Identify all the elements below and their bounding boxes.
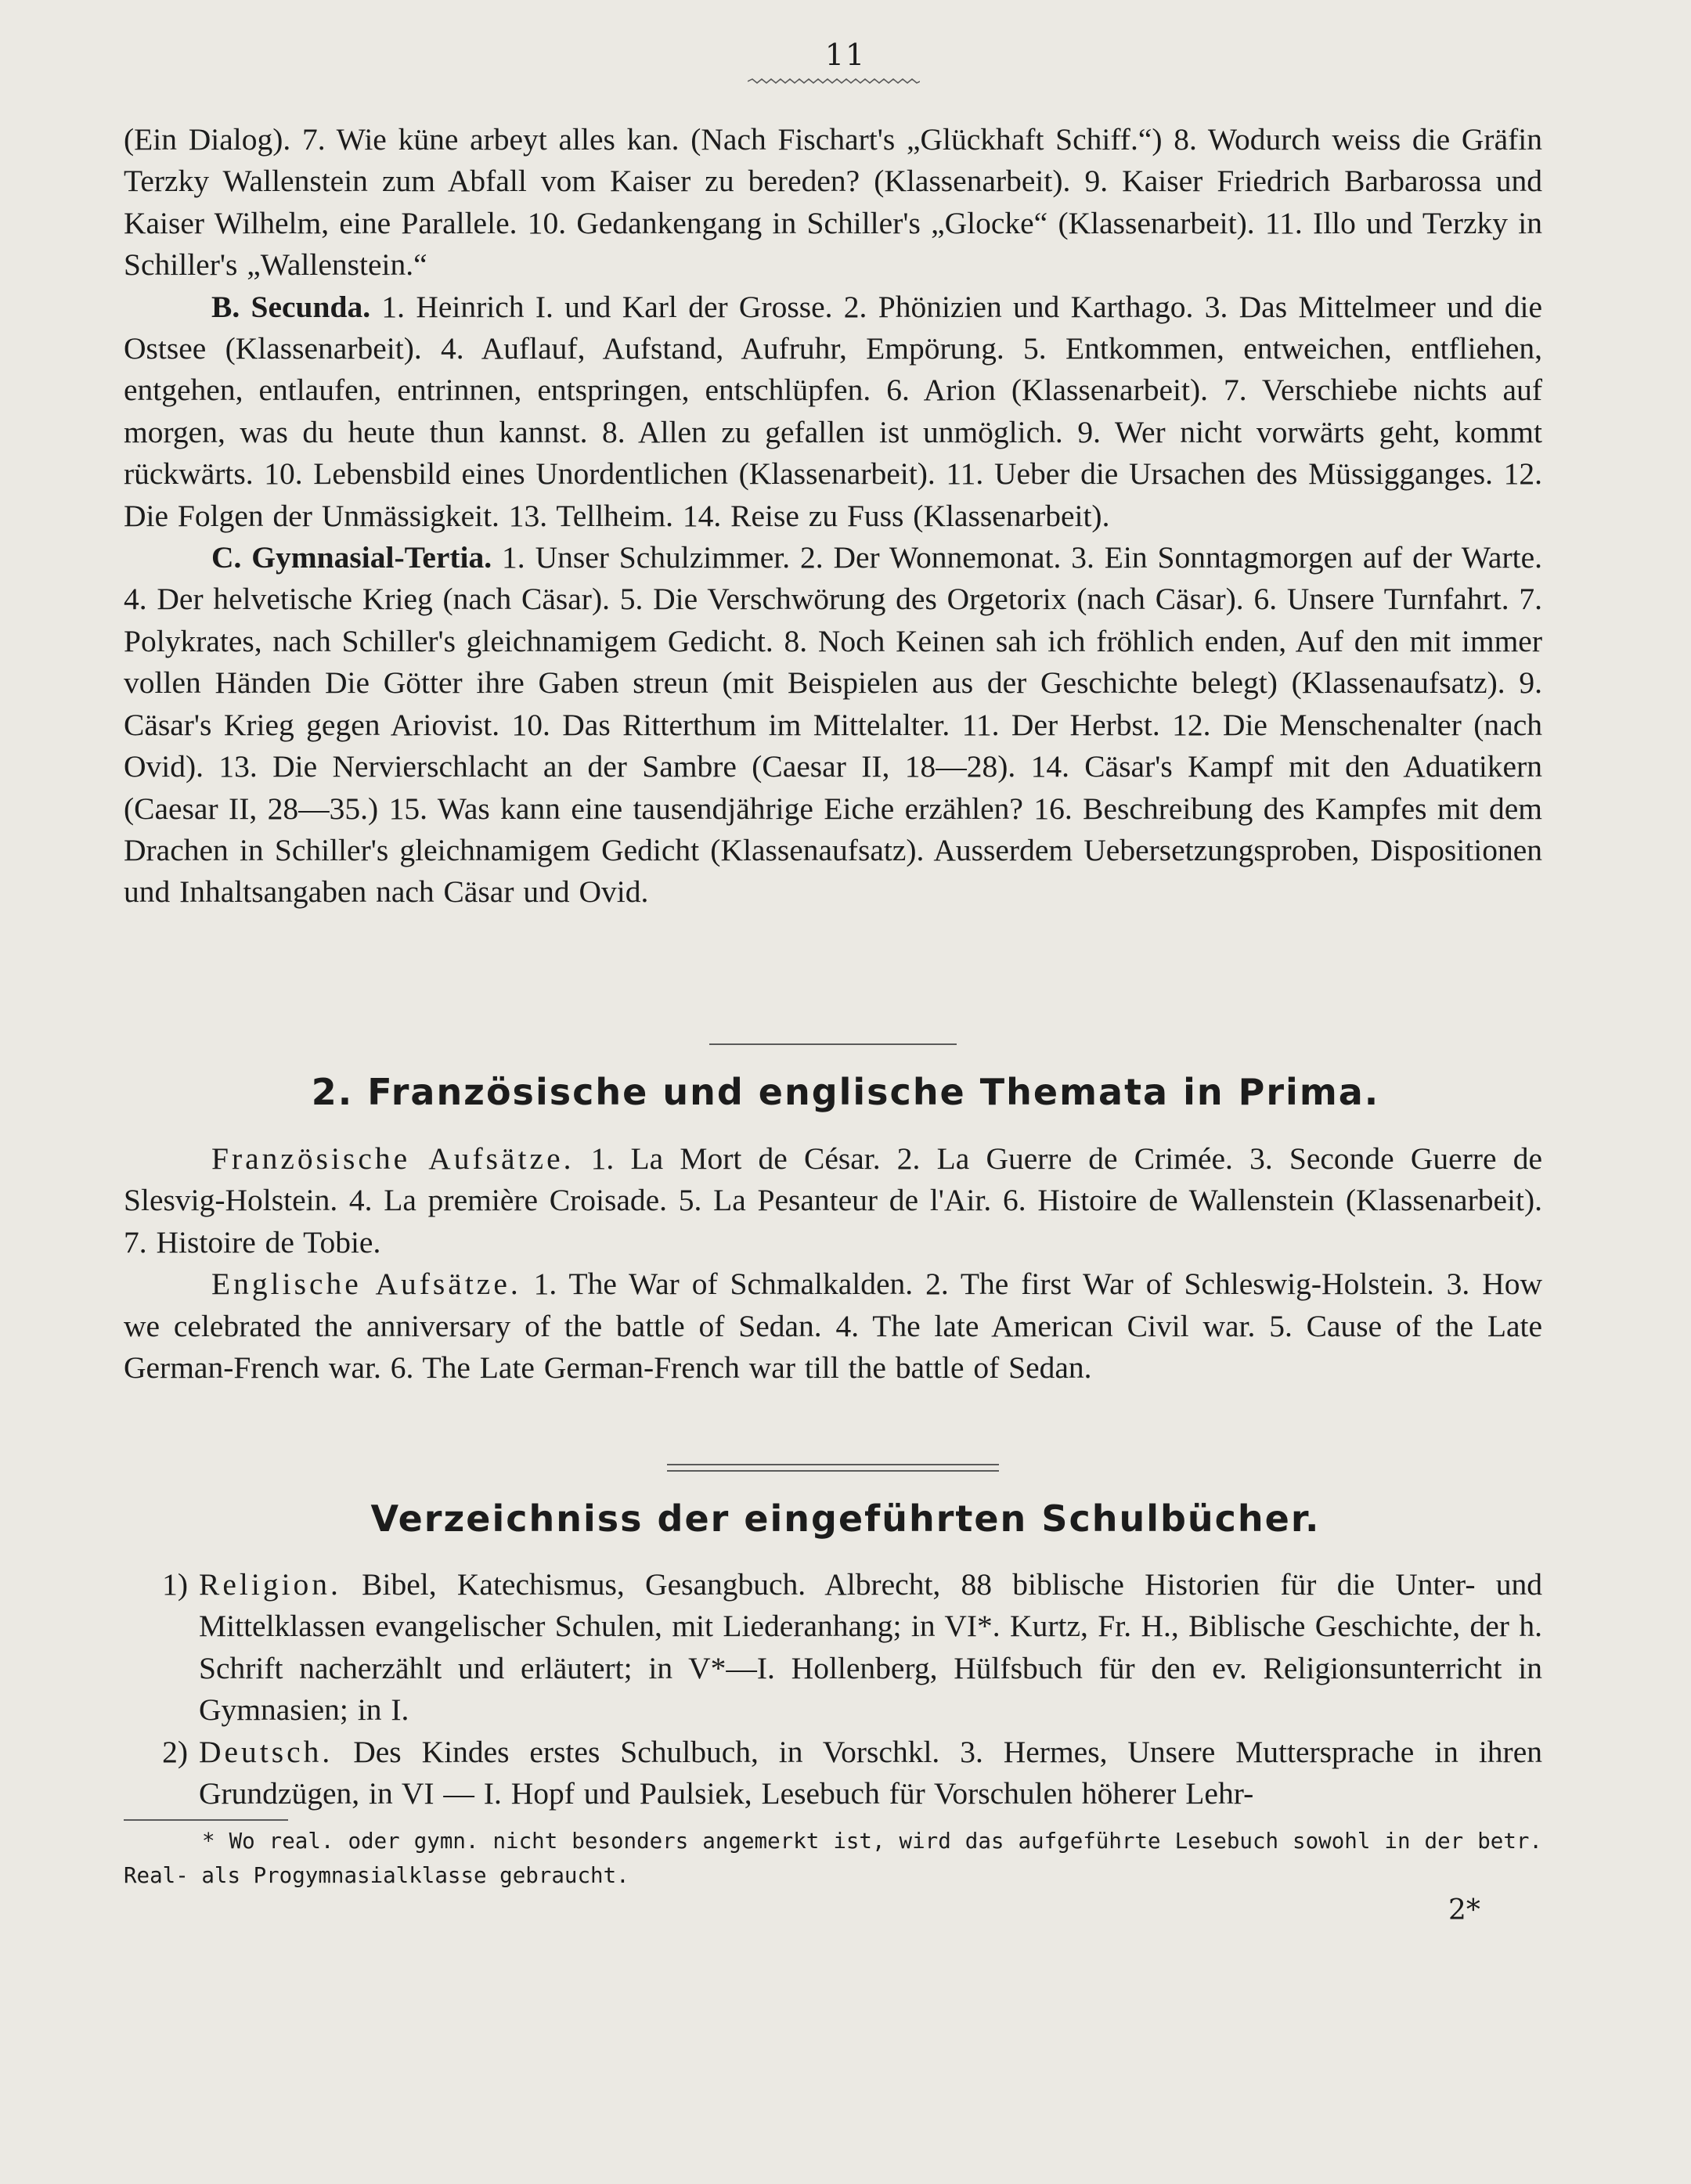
list-item-text: Bibel, Katechismus, Gesangbuch. Albrecht, 88 biblische Historien für die Unter- und Mittelklassen evangelischer Schulen, mit Liederanhang; in VI*. Kurtz, Fr. H., Biblische Geschichte, der h. Schrift nacherzählt und erläutert; in V*—I. Hollenberg, Hülfsbuch für den ev. Religionsunterricht in Gymnasien; in I. — [199, 1567, 1542, 1728]
list-item-body — [199, 1564, 1542, 1732]
secunda-text: 1. Heinrich I. und Karl der Grosse. 2. Phönizien und Karthago. 3. Das Mittelmeer und die Ostsee (Klassenarbeit). 4. Auflauf, Aufstand, Aufruhr, Empörung. 5. Entkommen, entweichen, entfliehen, entgehen, entlaufen, entrinnen, entspringen, entschlüpfen. 6. Arion (Klassenarbeit). 7. Verschiebe nichts auf morgen, was du heute thun kannst. 8. Allen zu gefallen ist unmöglich. 9. Wer nicht vorwärts geht, kommt rückwärts. 10. Lebensbild eines Unordentlichen (Klassenarbeit). 11. Ueber die Ursachen des Müssigganges. 12. Die Folgen der Unmässigkeit. 13. Tellheim. 14. Reise zu Fuss (Klassenarbeit). — [124, 289, 1542, 533]
list-item — [124, 1732, 1542, 1815]
tertia-label: C. Gymnasial-Tertia. — [211, 540, 492, 575]
page-number-ornament — [748, 78, 920, 85]
footnote-rule — [124, 1819, 288, 1821]
english-text: 1. The War of Schmalkalden. 2. The first War of Schleswig-Holstein. 3. How we celebrated the anniversary of the battle of Sedan. 4. The late American Civil war. 5. Cause of the Late German-French war. 6. The Late German-French war till the battle of Sedan. — [124, 1267, 1542, 1386]
list-item-number: 2) — [162, 1734, 188, 1769]
intro-paragraph: (Ein Dialog). 7. Wie küne arbeyt alles kan. (Nach Fischart's „Glückhaft Schiff.“) 8. Wodurch weiss die Gräfin Terzky Wallenstein zum Abfall vom Kaiser zu bereden? (Klassenarbeit). 9. Kaiser Friedrich Barbarossa und Kaiser Wilhelm, eine Parallele. 10. Gedankengang in Schiller's „Glocke“ (Klassenarbeit). 11. Illo und Terzky in Schiller's „Wallenstein.“ — [124, 122, 1542, 283]
list-item-number: 1) — [162, 1567, 188, 1602]
secunda-label: B. Secunda. — [211, 289, 371, 324]
tertia-paragraph — [124, 537, 1542, 914]
footnote: * Wo real. oder gymn. nicht besonders angemerkt ist, wird das aufgeführte Lesebuch sowohl in der betr. Real- als Progymnasialklasse gebraucht. — [124, 1829, 1542, 1888]
list-item — [124, 1564, 1542, 1732]
themes-block-german — [124, 119, 1542, 914]
themes-block-foreign — [124, 1138, 1542, 1389]
french-text: 1. La Mort de César. 2. La Guerre de Crimée. 3. Seconde Guerre de Slesvig-Holstein. 4. La première Croisade. 5. La Pesanteur de l'Air. 6. Histoire de Wallenstein (Klassenarbeit). 7. Histoire de Tobie. — [124, 1141, 1542, 1260]
section-divider — [709, 1043, 957, 1045]
list-item-text: Des Kindes erstes Schulbuch, in Vorschkl. 3. Hermes, Unsere Muttersprache in ihren Grundzügen, in VI — I. Hopf und Paulsiek, Lesebuch für Vorschulen höherer Lehr- — [199, 1734, 1542, 1811]
page-number: 11 — [824, 38, 867, 72]
english-paragraph — [124, 1263, 1542, 1389]
schoolbooks-heading: Verzeichniss der eingeführten Schulbücher. — [370, 1497, 1321, 1540]
section-divider-double — [667, 1464, 999, 1472]
english-label: Englische Aufsätze. — [211, 1267, 521, 1302]
tertia-text: 1. Unser Schulzimmer. 2. Der Wonnemonat. 3. Ein Sonntagmorgen auf der Warte. 4. Der helvetische Krieg (nach Cäsar). 5. Die Verschwörung des Orgetorix (nach Cäsar). 6. Unsere Turnfahrt. 7. Polykrates, nach Schiller's gleichnamigem Gedicht. 8. Noch Keinen sah ich fröhlich enden, Auf den mit immer vollen Händen Die Götter ihre Gaben streun (mit Beispielen aus der Geschichte belegt) (Klassenaufsatz). 9. Cäsar's Krieg gegen Ariovist. 10. Das Ritterthum im Mittelalter. 11. Der Herbst. 12. Die Menschenalter (nach Ovid). 13. Die Nervierschlacht an der Sambre (Caesar II, 18—28). 14. Cäsar's Kampf mit den Aduatikern (Caesar II, 28—35.) 15. Was kann eine tausendjährige Eiche erzählen? 16. Beschreibung des Kampfes mit dem Drachen in Schiller's gleichnamigem Gedicht (Klassenaufsatz). Ausserdem Uebersetzungsproben, Dispositionen und Inhaltsangaben nach Cäsar und Ovid. — [124, 540, 1542, 910]
schoolbooks-list — [124, 1564, 1542, 1815]
list-item-body — [199, 1732, 1542, 1815]
list-item-subject: Religion. — [199, 1567, 341, 1602]
french-label: Französische Aufsätze. — [211, 1141, 575, 1176]
signature-mark: 2* — [1448, 1894, 1480, 1926]
french-paragraph — [124, 1138, 1542, 1263]
section2-heading: 2. Französische und englische Themata in Prima. — [311, 1071, 1380, 1113]
secunda-paragraph — [124, 287, 1542, 537]
list-item-subject: Deutsch. — [199, 1734, 334, 1769]
